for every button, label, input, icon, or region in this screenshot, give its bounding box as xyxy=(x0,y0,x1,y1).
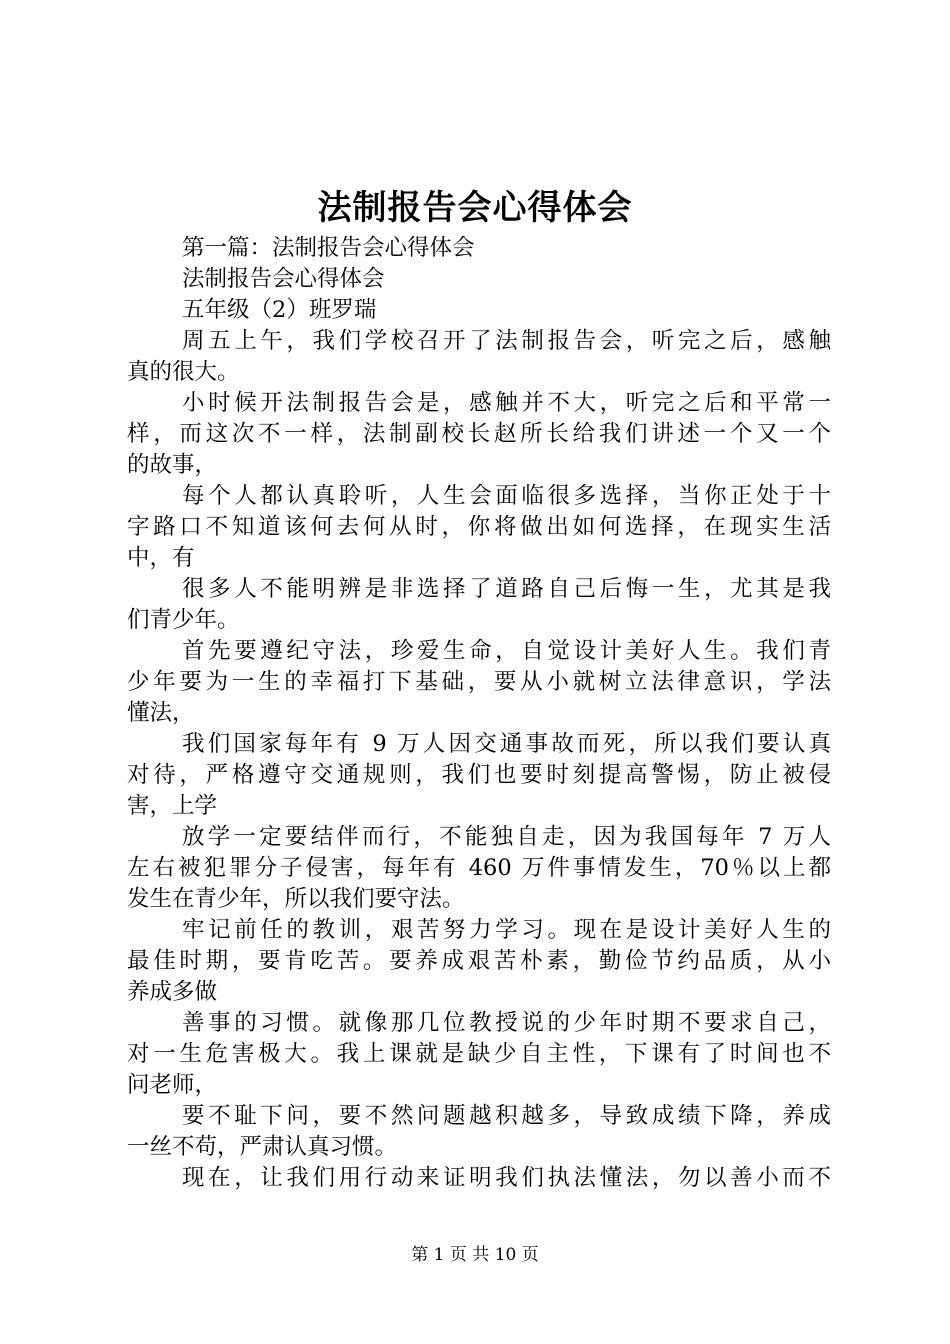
text-line: 对待，严格遵守交通规则，我们也要时刻提高警惕，防止被侵 xyxy=(127,762,831,788)
text-line: 小时候开法制报告会是，感触并不大，听完之后和平常一 xyxy=(182,390,831,416)
text-line: 一丝不苟，严肃认真习惯。 xyxy=(127,1134,398,1160)
text-line: 真的很大。 xyxy=(127,359,240,385)
text-line: 要不耻下问，要不然问题越积越多，导致成绩下降，养成 xyxy=(182,1103,831,1129)
text-line: 第一篇：法制报告会心得体会 xyxy=(182,235,475,261)
text-line: 问老师， xyxy=(127,1072,218,1098)
text-line: 善事的习惯。就像那几位教授说的少年时期不要求自己， xyxy=(182,1010,831,1036)
page-number-footer: 第 1 页 共 10 页 xyxy=(411,1245,539,1265)
text-line: 们青少年。 xyxy=(127,607,240,633)
text-line: 中，有 xyxy=(127,545,195,571)
text-line: 少年要为一生的幸福打下基础，要从小就树立法律意识，学法 xyxy=(127,669,831,695)
text-line: 最佳时期，要肯吃苦。要养成艰苦朴素，勤俭节约品质，从小 xyxy=(127,948,831,974)
text-line: 字路口不知道该何去何从时，你将做出如何选择，在现实生活 xyxy=(127,514,831,540)
text-line: 养成多做 xyxy=(127,979,218,1005)
text-line: 的故事， xyxy=(127,452,218,478)
text-line: 法制报告会心得体会 xyxy=(182,266,385,292)
text-line: 懂法， xyxy=(127,700,195,726)
text-line: 我们国家每年有 9 万人因交通事故而死，所以我们要认真 xyxy=(182,731,831,757)
text-line: 每个人都认真聆听，人生会面临很多选择，当你正处于十 xyxy=(182,483,831,509)
text-line: 害，上学 xyxy=(127,793,218,819)
text-line: 首先要遵纪守法，珍爱生命，自觉设计美好人生。我们青 xyxy=(182,638,831,664)
text-line: 左右被犯罪分子侵害，每年有 460 万件事情发生，70％以上都 xyxy=(127,855,831,881)
text-line: 发生在青少年，所以我们要守法。 xyxy=(127,886,465,912)
text-line: 五年级（2）班罗瑞 xyxy=(182,297,377,323)
text-line: 样，而这次不一样，法制副校长赵所长给我们讲述一个又一个 xyxy=(127,421,831,447)
text-line: 现在，让我们用行动来证明我们执法懂法，勿以善小而不 xyxy=(182,1165,831,1191)
text-line: 周五上午，我们学校召开了法制报告会，听完之后，感触 xyxy=(182,328,831,354)
text-line: 牢记前任的教训，艰苦努力学习。现在是设计美好人生的 xyxy=(182,917,831,943)
document-body xyxy=(127,233,831,1194)
text-line: 对一生危害极大。我上课就是缺少自主性，下课有了时间也不 xyxy=(127,1041,831,1067)
document-title: 法制报告会心得体会 xyxy=(317,188,633,228)
text-line: 很多人不能明辨是非选择了道路自己后悔一生，尤其是我 xyxy=(182,576,831,602)
text-line: 放学一定要结伴而行，不能独自走，因为我国每年 7 万人 xyxy=(182,824,831,850)
